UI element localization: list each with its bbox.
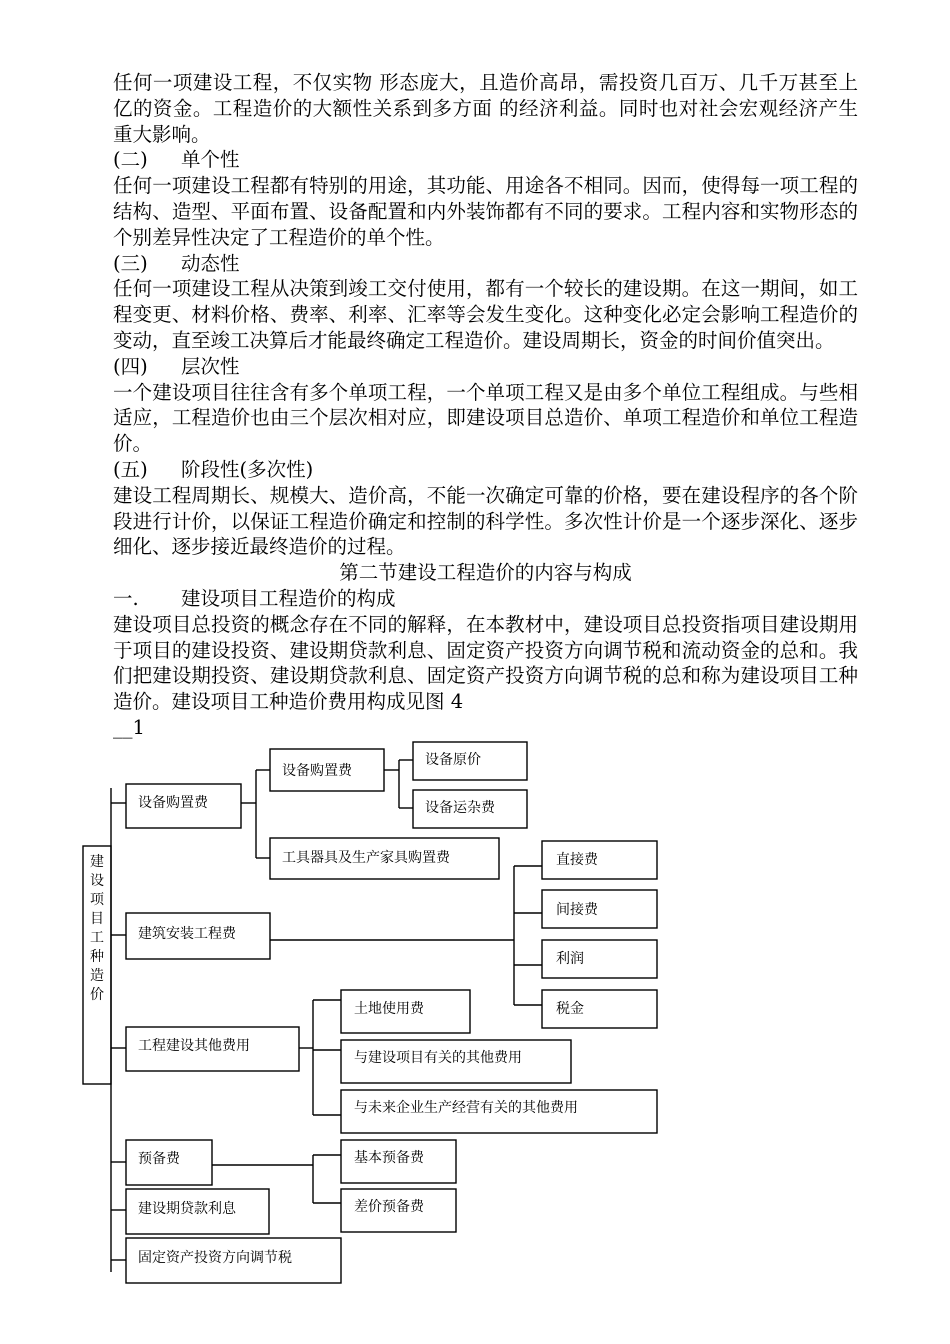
equipment-transport-label: 设备运杂费 <box>425 800 495 816</box>
equipment-purchase-label: 设备购置费 <box>138 795 208 811</box>
heading-number: (二) <box>113 148 148 172</box>
root-char: 建 <box>90 854 104 870</box>
root-char: 项 <box>90 892 104 908</box>
root-char: 目 <box>90 911 104 927</box>
land-use-label: 土地使用费 <box>354 1001 424 1017</box>
equipment-purchase-sub-label: 设备购置费 <box>282 763 352 779</box>
heading-title: 阶段性(多次性) <box>181 457 314 481</box>
root-char: 设 <box>90 873 104 889</box>
future-operation-cost-label: 与未来企业生产经营有关的其他费用 <box>354 1100 578 1116</box>
equipment-original-price-label: 设备原价 <box>425 752 481 768</box>
paragraph-magnitude: 任何一项建设工程，不仅实物 形态庞大，且造价高昂，需投资几百万、几千万甚至上亿的资金。工程造价的大额性关系到多方面 的经济利益。同时也对社会宏观经济产生重大影响。 <box>113 71 858 146</box>
tools-label: 工具器具及生产家具购置费 <box>282 850 450 866</box>
heading-title: 层次性 <box>181 354 240 378</box>
root-char: 造 <box>90 968 104 984</box>
construction-install-label: 建筑安装工程费 <box>138 926 236 942</box>
price-reserve-label: 差价预备费 <box>354 1199 424 1215</box>
section-title: 第二节建设工程造价的内容与构成 <box>339 561 632 585</box>
root-char: 种 <box>90 949 104 965</box>
subsection-title: 建设项目工程造价的构成 <box>181 586 396 610</box>
figure-reference-tail: __1 <box>113 715 145 739</box>
paragraph-hierarchy: 一个建设项目往往含有多个单项工程，一个单项工程又是由多个单位工程组成。与些相适应，工程造价也由三个层次相对应，即建设项目总造价、单项工程造价和单位工程造价。 <box>113 380 858 456</box>
tax-label: 税金 <box>556 1001 584 1017</box>
basic-reserve-label: 基本预备费 <box>354 1150 424 1166</box>
heading-number: (四) <box>113 354 148 378</box>
project-related-cost-label: 与建设项目有关的其他费用 <box>354 1050 522 1066</box>
heading-number: (三) <box>113 251 148 275</box>
paragraph-individuality: 任何一项建设工程都有特别的用途，其功能、用途各不相同。因而，使得每一项工程的结构、造型、平面布置、设备配置和内外装饰都有不同的要求。工程内容和实物形态的个别差异性决定了工程造价的单个性。 <box>113 174 858 249</box>
subsection-number: 一. <box>113 586 139 610</box>
loan-interest-label: 建设期贷款利息 <box>138 1201 236 1217</box>
heading-number: (五) <box>113 457 148 481</box>
direct-cost-label: 直接费 <box>556 852 598 868</box>
root-char: 价 <box>90 987 104 1003</box>
fixed-asset-tax-label: 固定资产投资方向调节税 <box>138 1250 292 1266</box>
heading-title: 动态性 <box>181 251 240 275</box>
indirect-cost-label: 间接费 <box>556 902 598 918</box>
paragraph-stages: 建设工程周期长、规模大、造价高，不能一次确定可靠的价格，要在建设程序的各个阶段进行计价，以保证工程造价确定和控制的科学性。多次性计价是一个逐步深化、逐步细化、逐步接近最终造价的过程。 <box>113 483 858 559</box>
profit-label: 利润 <box>556 951 584 967</box>
root-char: 工 <box>90 930 104 946</box>
composition-text: 建设项目总投资的概念存在不同的解释，在本教材中，建设项目总投资指项目建设期用于项目的建设投资、建设期贷款利息、固定资产投资方向调节税和流动资金的总和。我们把建设期投资、建设期贷款利息、固定资产投资方向调节税的总和称为建设项目工种造价。建设项目工种造价费用构成见图 4 <box>113 612 858 714</box>
paragraph-dynamic: 任何一项建设工程从决策到竣工交付使用，都有一个较长的建设期。在这一期间，如工程变更、材料价格、费率、利率、汇率等会发生变化。这种变化必定会影响工程造价的变动，直至竣工决算后才能最终确定工程造价。建设周期长，资金的时间价值突出。 <box>113 277 858 352</box>
heading-title: 单个性 <box>181 148 240 172</box>
reserve-label: 预备费 <box>138 1151 180 1167</box>
other-cost-label: 工程建设其他费用 <box>138 1038 250 1054</box>
